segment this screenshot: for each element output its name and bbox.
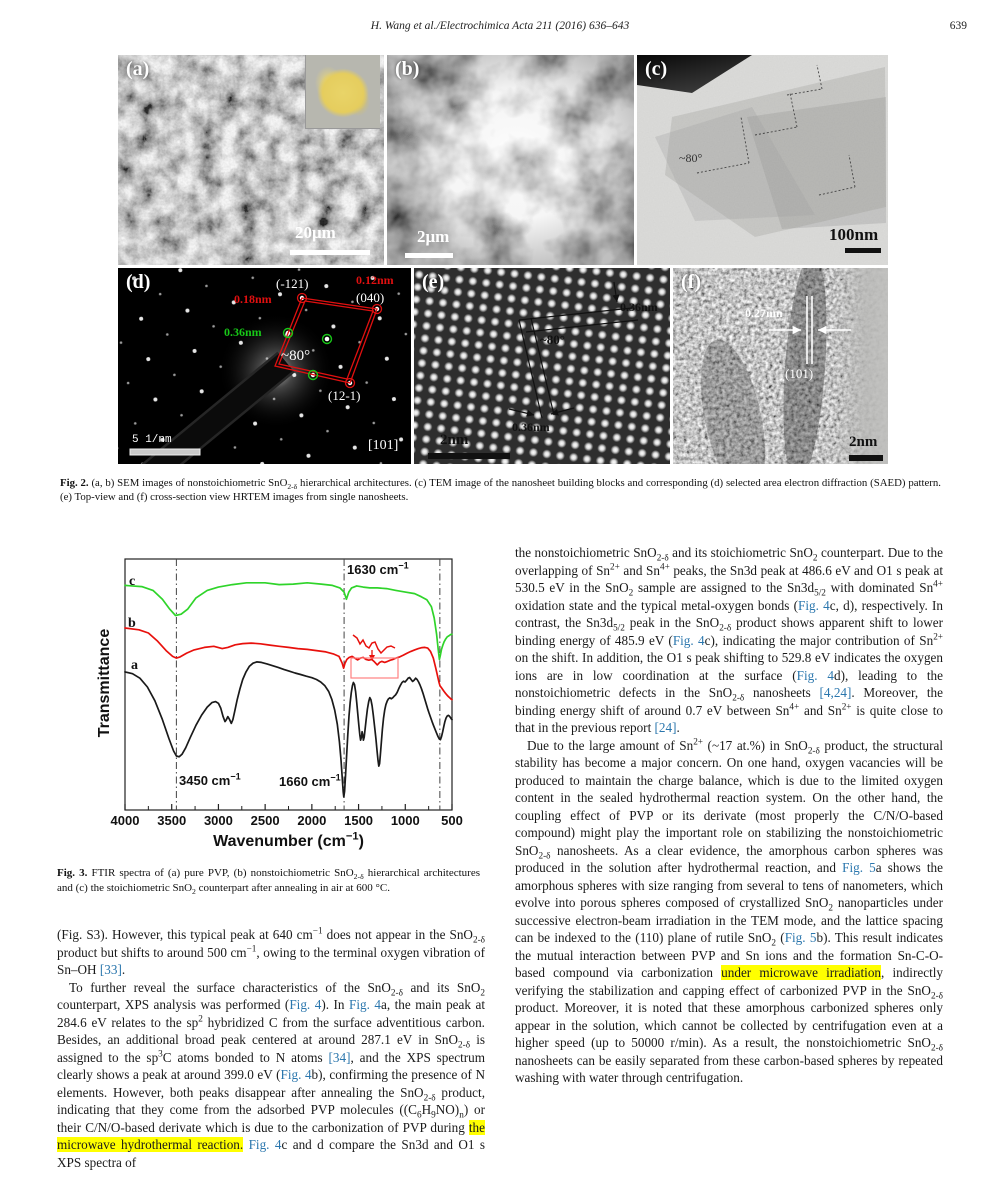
scale-bar [405,253,453,258]
citation-link[interactable]: Fig. 4 [248,1137,282,1152]
citation-link[interactable]: [34] [328,1049,351,1065]
scale-bar [130,449,200,455]
citation-link[interactable]: Fig. 4 [798,597,830,613]
right-column [515,544,943,1087]
d-spacing-bottom: 0.36nm [512,420,550,434]
angle-annotation: ~80° [281,348,311,364]
chart-canvas [95,547,470,859]
x-tick-label: 3000 [203,813,233,828]
y-axis-label: Transmittance [96,628,113,738]
yellow-powder-photo-inset [305,55,380,129]
body-paragraph: the nonstoichiometric SnO$_{2-\delta}$ and its stoichiometric SnO$_2$ counterpart. Due to the overlapping of $Sn^{2+}$ and $Sn^{4+}$ peaks, the Sn3d peak at 486.6 eV and O1 s peak at 530.5 eV in the SnO$_2$ sample are assigned to the $Sn3d_{5/2}$ with dominated $Sn^{4+}$ oxidation state and the typical metal-oxygen bonds (Fig. 4c, d), respectively. In contrast, the $Sn3d_{5/2}$ peak in the SnO$_{2-\delta}$ product shows apparent shift to lower binding energy of 485.9 eV (Fig. 4c), indicating the major contribution of $Sn^{2+}$ on the shift. In addition, the O1 s peak shifting to 529.8 eV indicates the oxygen ions are in low coordination at the surface (Fig. 4d), leading to the nonstoichiometric defects in the SnO$_{2-\delta}$ nanosheets [4,24]. Moreover, the binding energy shift of around 0.7 eV between $Sn^{4+}$ and $Sn^{2+}$ is quite close to that in the previous report [24]. [515,545,944,735]
d-spacing-036: 0.36nm [224,325,262,339]
scale-bar [845,248,881,253]
highlighted-text: under microwave irradiation [721,965,882,980]
panel-label-b: (b) [395,58,420,80]
curve-label-c: c [129,574,136,589]
scale-bar [290,250,370,255]
fig2-panel-b-sem-image [387,55,634,265]
body-paragraph: Due to the large amount of $Sn^{2+}$ (~17 at.%) in SnO$_{2-\delta}$ product, the structural stability has become a major concern. On one hand, oxygen vacancies will be produced to maintain the charge balance, which is due to the limited oxygen content in the sealed hydrothermal reaction system. On the other hand, the coupling effect of PVP or its derivate (most properly the C/N/O-based compound) might play the important role on stabilizing the nonstoichiometric SnO$_{2-\delta}$ nanosheets. As a clear evidence, the amorphous carbon spheres was produced in the solution after hydrothermal reaction, and Fig. 5a shows the amorphous spheres with size ranging from several to tens of nanometers, which evolve into porous spheres composed of crystallized SnO$_2$ nanoparticles under successive electron-beam irradiation in the TEM mode, and the lattice spacing can be indexed to the (110) plane of rutile SnO$_2$ (Fig. 5b). This result indicates the mutual interaction between PVP and Sn ions and the formation Sn-C-O-based compound via carbonization under microwave irradiation, indirectly verifying the stabilization and capping effect of carbonized PVP in the SnO$_{2-\delta}$ product. Moreover, it is noted that these amorphous carbonized spheres only appear in the solution, which cannot be collected by centrifugation even at a higher speed (up to 50000 r/min). As a result, the nonstoichiometric SnO$_{2-\delta}$ nanosheets can be easily separated from these carbon-based spheres by repeated washing with water through centrifugation. [515,736,944,1085]
panel-label-a: (a) [126,58,150,80]
body-paragraph: (Fig. S3). However, this typical peak at 640 $cm^{-1}$ does not appear in the SnO$_{2-\delta}$ product but shifts to around 500 $cm^{-1}$, owing to the terminal oxygen vibration of Sn–OH [33]. [57,925,486,977]
reflection-label: (-121) [276,276,309,291]
fig2-panel-f-hrtem-image [673,268,888,464]
fig2-panel-e-hrtem-image [414,268,670,464]
angle-annotation: ~80° [679,151,703,165]
zone-axis-label: [101] [368,438,399,453]
scale-bar [849,455,883,461]
scale-text-20um: 20μm [295,223,336,242]
figure-3-ftir-chart [95,547,470,859]
reflection-label: (12-1) [328,388,361,403]
figure-3-caption: Fig. 3. FTIR spectra of (a) pure PVP, (b) nonstoichiometric SnO$_{2-\delta}$ hierarchical architectures and (c) the stoichiometric SnO$_2$ counterpart after annealing in air at 600 °C. [57,867,480,896]
curve-label-a: a [131,658,138,673]
plot-frame [125,559,452,810]
panel-label-d: (d) [126,271,151,293]
citation-link[interactable]: [24] [654,720,677,735]
scale-text-2nm: 2nm [849,434,878,450]
panel-label-e: (e) [422,271,445,293]
plane-label-101: (101) [785,366,814,381]
x-tick-label: 500 [441,813,463,828]
fig2-panel-c-tem-image [637,55,888,265]
annotation-1630: 1630 $cm^{-1}$ [347,560,409,577]
body-paragraph: To further reveal the surface characteristics of the SnO$_{2-\delta}$ and its SnO$_2$ counterpart, XPS analysis was performed (Fig. 4). In Fig. 4a, the main peak at 284.6 eV relates to the $sp^2$ hybridized C from the surface adventitious carbon. Besides, an additional broad peak centered at around 287.1 eV in SnO$_{2-\delta}$ is assigned to the $sp^3C$ atoms bonded to N atoms [34], and the XPS spectrum clearly shows a peak at around 399.0 eV (Fig. 4b), confirming the presence of N elements. However, both peaks disappear after annealing the SnO$_{2-\delta}$ product, indicating that they come from the adsorbed PVP molecules $((C_6H_9NO)_n)$ or their C/N/O-based derivate which is due to the carbonization of PVP during the microwave hydrothermal reaction. Fig. 4c and d compare the Sn3d and O1 s XPS spectra of [57,979,486,1170]
scale-bar [428,453,510,459]
d-spacing-018: 0.18nm [234,292,272,306]
x-tick-label: 1000 [390,813,420,828]
bold-text: Fig. 2. [60,477,92,489]
citation-link[interactable]: [4,24] [819,685,852,700]
citation-link[interactable]: Fig. 4 [796,667,834,683]
citation-link[interactable]: Fig. 4 [672,632,705,648]
x-tick-label: 2000 [297,813,327,828]
curve-label-b: b [128,616,136,631]
annotation-3450: 3450 $cm^{-1}$ [179,771,241,788]
scale-text: 5 1/nm [132,434,172,446]
citation-link[interactable]: Fig. 5 [784,930,817,945]
panel-label-f: (f) [681,271,701,293]
reflection-label: (040) [356,290,385,305]
page-number: 639 [949,20,967,32]
scale-text-100nm: 100nm [829,225,879,244]
figure-2 [118,55,888,464]
panel-label-c: (c) [645,58,668,80]
d-spacing-027: 0.27nm [745,306,783,320]
citation-link[interactable]: Fig. 4 [289,997,322,1012]
fig2-panel-d-saed-pattern [118,268,411,464]
running-head: H. Wang et al./Electrochimica Acta 211 (2016) 636–643 [370,20,630,32]
highlighted-text: the microwave hydrothermal reaction. [57,1119,485,1152]
citation-link[interactable]: Fig. 5 [842,860,876,875]
scale-text-2um: 2μm [417,227,450,246]
bold-text: Fig. 3. [57,867,92,879]
scale-text-2nm: 2nm [440,432,469,448]
citation-link[interactable]: [33] [99,962,122,977]
x-axis-label: Wavenumber $(cm^{-1})$ [213,830,364,850]
x-tick-label: 1500 [344,813,374,828]
left-column [57,926,485,1171]
annotation-1660: 1660 $cm^{-1}$ [279,772,341,789]
x-tick-label: 3500 [157,813,187,828]
angle-annotation: ~80° [540,332,565,347]
x-tick-label: 2500 [250,813,280,828]
citation-link[interactable]: Fig. 4 [348,997,381,1012]
d-spacing-012: 0.12nm [356,273,394,287]
d-spacing-top: 0.36nm [620,300,658,314]
citation-link[interactable]: Fig. 4 [280,1067,312,1082]
x-tick-label: 4000 [110,813,140,828]
fig2-panel-a-sem-image [118,55,384,265]
figure-2-caption: Fig. 2. (a, b) SEM images of nonstoichiometric SnO$_{2-\delta}$ hierarchical architectures. (c) TEM image of the nanosheet building blocks and corresponding (d) selected area electron diffraction (SAED) pattern. (e) Top-view and (f) cross-section view HRTEM images from single nanosheets. [60,477,941,503]
